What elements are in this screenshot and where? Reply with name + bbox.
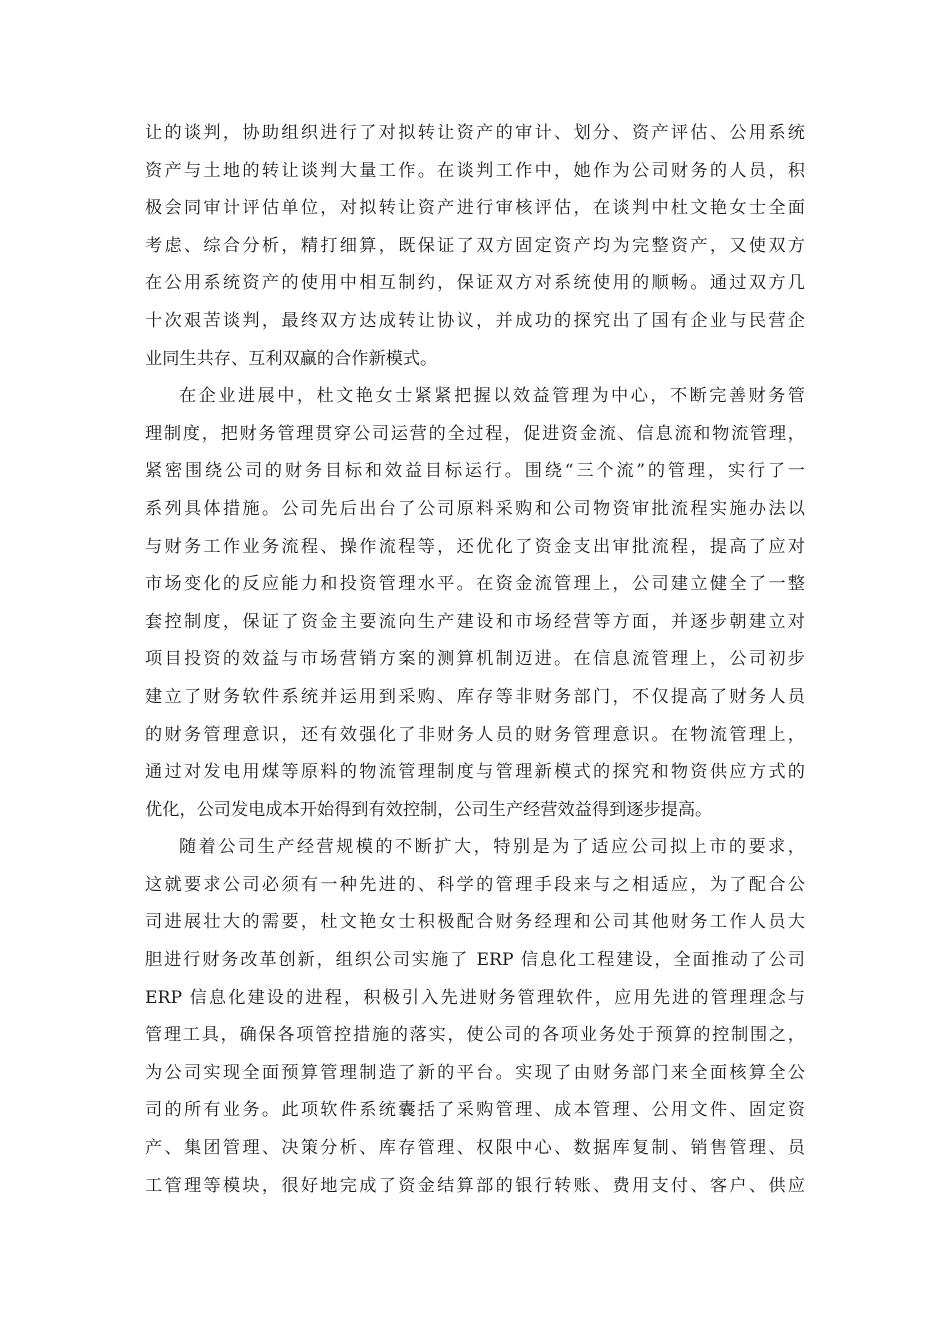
text-line: 这就要求公司必须有一种先进的、科学的管理手段来与之相适应，为了配合公 (145, 874, 805, 895)
text-line: 套控制度，保证了资金主要流向生产建设和市场经营等方面，并逐步朝建立对 (145, 611, 805, 632)
document-body (145, 115, 805, 1205)
text-line: ERP 信息化建设的进程，积极引入先进财务管理软件，应用先进的管理理念与 (145, 987, 805, 1008)
text-line: 为公司实现全面预算管理制造了新的平台。实现了由财务部门来全面核算全公 (145, 1062, 805, 1083)
text-line: 随着公司生产经营规模的不断扩大，特别是为了适应公司拟上市的要求， (179, 837, 805, 858)
text-line: 十次艰苦谈判，最终双方达成转让协议，并成功的探究出了国有企业与民营企 (145, 310, 805, 331)
text-line: 资产与土地的转让谈判大量工作。在谈判工作中，她作为公司财务的人员，积 (145, 160, 805, 181)
text-line: 司进展壮大的需要，杜文艳女士积极配合财务经理和公司其他财务工作人员大 (145, 912, 805, 933)
text-line: 与财务工作业务流程、操作流程等，还优化了资金支出审批流程，提高了应对 (145, 536, 805, 557)
text-line: 极会同审计评估单位，对拟转让资产进行审核评估，在谈判中杜文艳女士全面 (145, 198, 805, 219)
text-line: 产、集团管理、决策分析、库存管理、权限中心、数据库复制、销售管理、员 (145, 1138, 805, 1159)
paragraph-3 (145, 829, 805, 1205)
text-line: 的财务管理意识，还有效强化了非财务人员的财务管理意识。在物流管理上， (145, 724, 805, 745)
text-line: 考虑、综合分析，精打细算，既保证了双方固定资产均为完整资产，又使双方 (145, 235, 805, 256)
text-line: 优化，公司发电成本开始得到有效控制，公司生产经营效益得到逐步提高。 (145, 799, 713, 820)
text-line: 市场变化的反应能力和投资管理水平。在资金流管理上，公司建立健全了一整 (145, 574, 805, 595)
text-line: 紧密围绕公司的财务目标和效益目标运行。围绕“三个流”的管理，实行了一 (145, 461, 805, 482)
text-line: 工管理等模块，很好地完成了资金结算部的银行转账、费用支付、客户、供应 (145, 1175, 805, 1196)
text-line: 在企业进展中，杜文艳女士紧紧把握以效益管理为中心，不断完善财务管 (179, 386, 805, 407)
text-line: 项目投资的效益与市场营销方案的测算机制迈进。在信息流管理上，公司初步 (145, 649, 805, 670)
text-line: 管理工具，确保各项管控措施的落实，使公司的各项业务处于预算的控制围之， (145, 1025, 805, 1046)
text-line: 理制度，把财务管理贯穿公司运营的全过程，促进资金流、信息流和物流管理， (145, 423, 805, 444)
text-line: 在公用系统资产的使用中相互制约，保证双方对系统使用的顺畅。通过双方几 (145, 273, 805, 294)
paragraph-1 (145, 115, 805, 378)
text-line: 业同生共存、互利双赢的合作新模式。 (145, 348, 438, 369)
text-line: 让的谈判，协助组织进行了对拟转让资产的审计、划分、资产评估、公用系统 (145, 123, 805, 143)
text-line: 司的所有业务。此项软件系统囊括了采购管理、成本管理、公用文件、固定资 (145, 1100, 805, 1121)
text-line: 胆进行财务改革创新，组织公司实施了 ERP 信息化工程建设，全面推动了公司 (145, 950, 805, 971)
text-line: 通过对发电用煤等原料的物流管理制度与管理新模式的探究和物资供应方式的 (145, 762, 805, 783)
text-line: 系列具体措施。公司先后出台了公司原料采购和公司物资审批流程实施办法以 (145, 498, 805, 519)
text-line: 建立了财务软件系统并运用到采购、库存等非财务部门，不仅提高了财务人员 (145, 686, 805, 707)
paragraph-2 (145, 378, 805, 829)
